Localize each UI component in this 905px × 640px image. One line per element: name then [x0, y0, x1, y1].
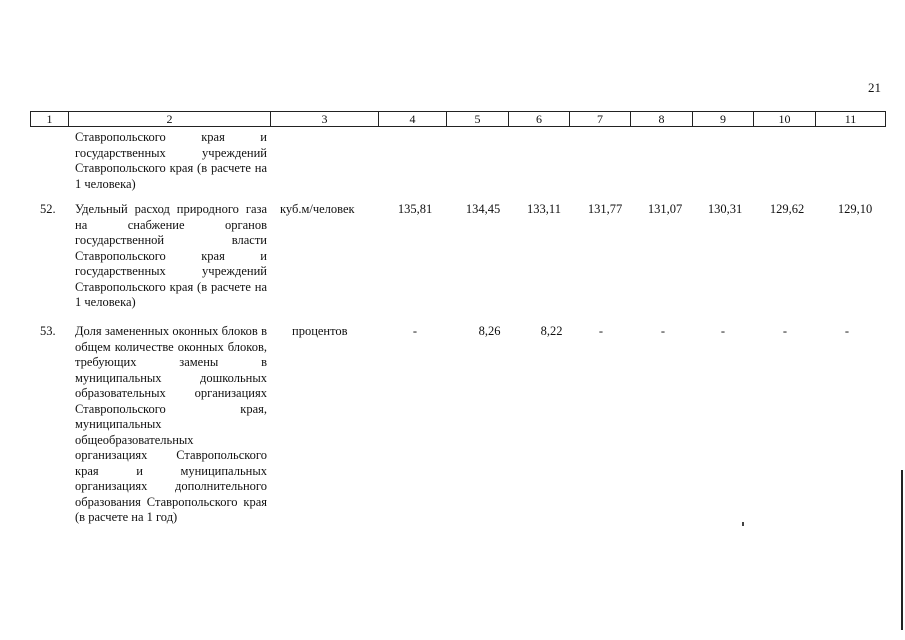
- page-number: 21: [868, 80, 881, 95]
- header-cell: 3: [271, 112, 379, 126]
- value-cell: -: [660, 324, 666, 338]
- value-cell: 129,62: [769, 202, 805, 216]
- header-cell: 7: [570, 112, 631, 126]
- header-cell: 9: [693, 112, 754, 126]
- continuation-text: Ставропольского края и государственных учреждений Ставропольского края (в расчете на 1 человека): [75, 130, 267, 191]
- value-cell: 131,07: [647, 202, 683, 216]
- scan-edge-line: [901, 470, 903, 630]
- header-cell: 5: [447, 112, 509, 126]
- header-cell: 11: [844, 112, 857, 126]
- value-cell: 8,26: [478, 324, 501, 338]
- value-cell: -: [844, 324, 850, 338]
- value-cell: -: [782, 324, 788, 338]
- indicator-name: Удельный расход природного газа на снабжение органов государственной власти Ставропольского края и государственных учреждений Ставропольского края (в расчете на 1 человека): [75, 202, 267, 309]
- header-cell: 8: [631, 112, 693, 126]
- value-cell: 8,22: [540, 324, 563, 338]
- value-cell: -: [598, 324, 604, 338]
- value-cell: 133,11: [527, 202, 561, 216]
- table-header-row: [30, 111, 886, 127]
- header-cell: 1: [31, 112, 69, 126]
- value-cell: 130,31: [707, 202, 743, 216]
- value-cell: 134,45: [465, 202, 501, 216]
- scan-speck: [742, 522, 744, 526]
- value-cell: -: [720, 324, 726, 338]
- value-cell: 135,81: [397, 202, 433, 216]
- row-number: 52.: [40, 202, 56, 216]
- row-number: 53.: [40, 324, 56, 338]
- value-cell: 129,10: [837, 202, 873, 216]
- header-cell: 10: [754, 112, 816, 126]
- header-cell: 6: [509, 112, 570, 126]
- header-cell: 4: [379, 112, 447, 126]
- indicator-name: Доля замененных оконных блоков в общем количестве оконных блоков, требующих замены в муниципальных дошкольных образовательных организациях Ставропольского края, муниципальных общеобразовательных организациях Ставропольского края и муниципальных организациях дополнительного образования Ставропольского края (в расчете на 1 год): [75, 324, 267, 524]
- header-cell: 2: [69, 112, 271, 126]
- value-cell: -: [412, 324, 418, 338]
- value-cell: 131,77: [587, 202, 623, 216]
- unit-cell: куб.м/человек: [280, 202, 355, 216]
- unit-cell: процентов: [292, 324, 348, 338]
